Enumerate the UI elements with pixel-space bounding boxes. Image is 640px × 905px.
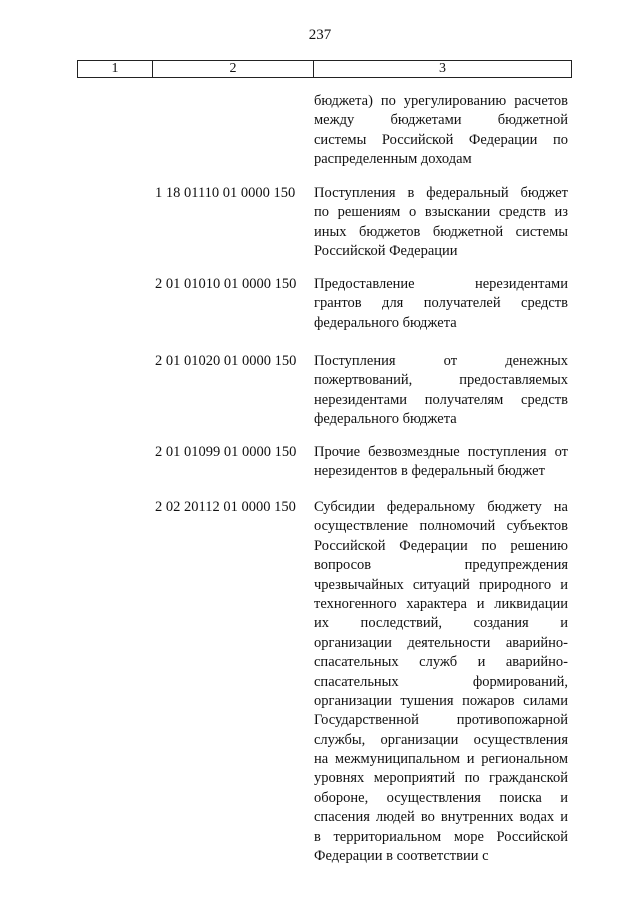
description-line: Поступления от денежных	[314, 353, 568, 369]
description-line: спасательных формирований,	[314, 673, 568, 690]
description-line: спасательных служб и аварийно-	[314, 654, 568, 671]
budget-description	[314, 92, 568, 170]
description-line: системы Российской Федерации по	[314, 131, 568, 148]
description-line: Российской Федерации по решению	[314, 537, 568, 554]
description-line: обороне, осуществления поиска и	[314, 789, 568, 806]
description-line: их последствий, создания и	[314, 615, 568, 632]
description-line: между бюджетами бюджетной	[314, 112, 568, 129]
column-header-2: 2	[153, 61, 314, 77]
description-line: Субсидии федеральному бюджету на	[314, 499, 568, 515]
budget-description	[314, 184, 568, 262]
page-number: 237	[308, 27, 332, 43]
description-line: уровнях мероприятий по гражданской	[314, 770, 568, 787]
description-line: Поступления в федеральный бюджет	[314, 185, 568, 201]
description-line: Российской Федерации	[314, 243, 458, 260]
description-line: по решениям о взыскании средств из	[314, 204, 568, 221]
budget-description	[314, 352, 568, 430]
description-line: нерезидентами получателям средств	[314, 391, 568, 408]
description-line: Прочие безвозмездные поступления от	[314, 444, 568, 460]
budget-code: 2 01 01020 01 0000 150	[155, 353, 297, 369]
budget-description	[314, 275, 568, 333]
budget-code: 2 01 01099 01 0000 150	[155, 444, 297, 460]
description-line: организации тушения пожаров силами	[314, 692, 568, 709]
description-line: грантов для получателей средств	[314, 295, 568, 312]
description-line: пожертвований, предоставляемых	[314, 372, 568, 389]
description-line: нерезидентов в федеральный бюджет	[314, 463, 545, 480]
description-line: на межмуниципальном и региональном	[314, 751, 568, 768]
budget-code: 2 02 20112 01 0000 150	[155, 499, 296, 515]
budget-code: 1 18 01110 01 0000 150	[155, 185, 296, 201]
column-header-1: 1	[78, 61, 153, 77]
description-line: техногенного характера и ликвидации	[314, 595, 568, 612]
description-line: бюджета) по урегулированию расчетов	[314, 93, 568, 109]
budget-code: 2 01 01010 01 0000 150	[155, 276, 297, 292]
description-line: чрезвычайных ситуаций природного и	[314, 576, 568, 593]
description-line: федерального бюджета	[314, 411, 457, 428]
description-line: иных бюджетов бюджетной системы	[314, 223, 568, 240]
budget-description	[314, 498, 568, 866]
description-line: в территориальном море Российской	[314, 828, 568, 845]
description-line: осуществление полномочий субъектов	[314, 518, 568, 535]
table-header	[77, 60, 572, 78]
description-line: Государственной противопожарной	[314, 712, 568, 729]
description-line: вопросов предупреждения	[314, 557, 568, 574]
description-line: Предоставление нерезидентами	[314, 276, 568, 292]
description-line: федерального бюджета	[314, 314, 457, 331]
description-line: службы, организации осуществления	[314, 731, 568, 748]
description-line: распределенным доходам	[314, 151, 472, 168]
description-line: организации деятельности аварийно-	[314, 634, 568, 651]
description-line: Федерации в соответствии с	[314, 848, 489, 865]
description-line: спасения людей во внутренних водах и	[314, 809, 568, 826]
column-header-3: 3	[439, 61, 446, 76]
budget-description	[314, 443, 568, 482]
